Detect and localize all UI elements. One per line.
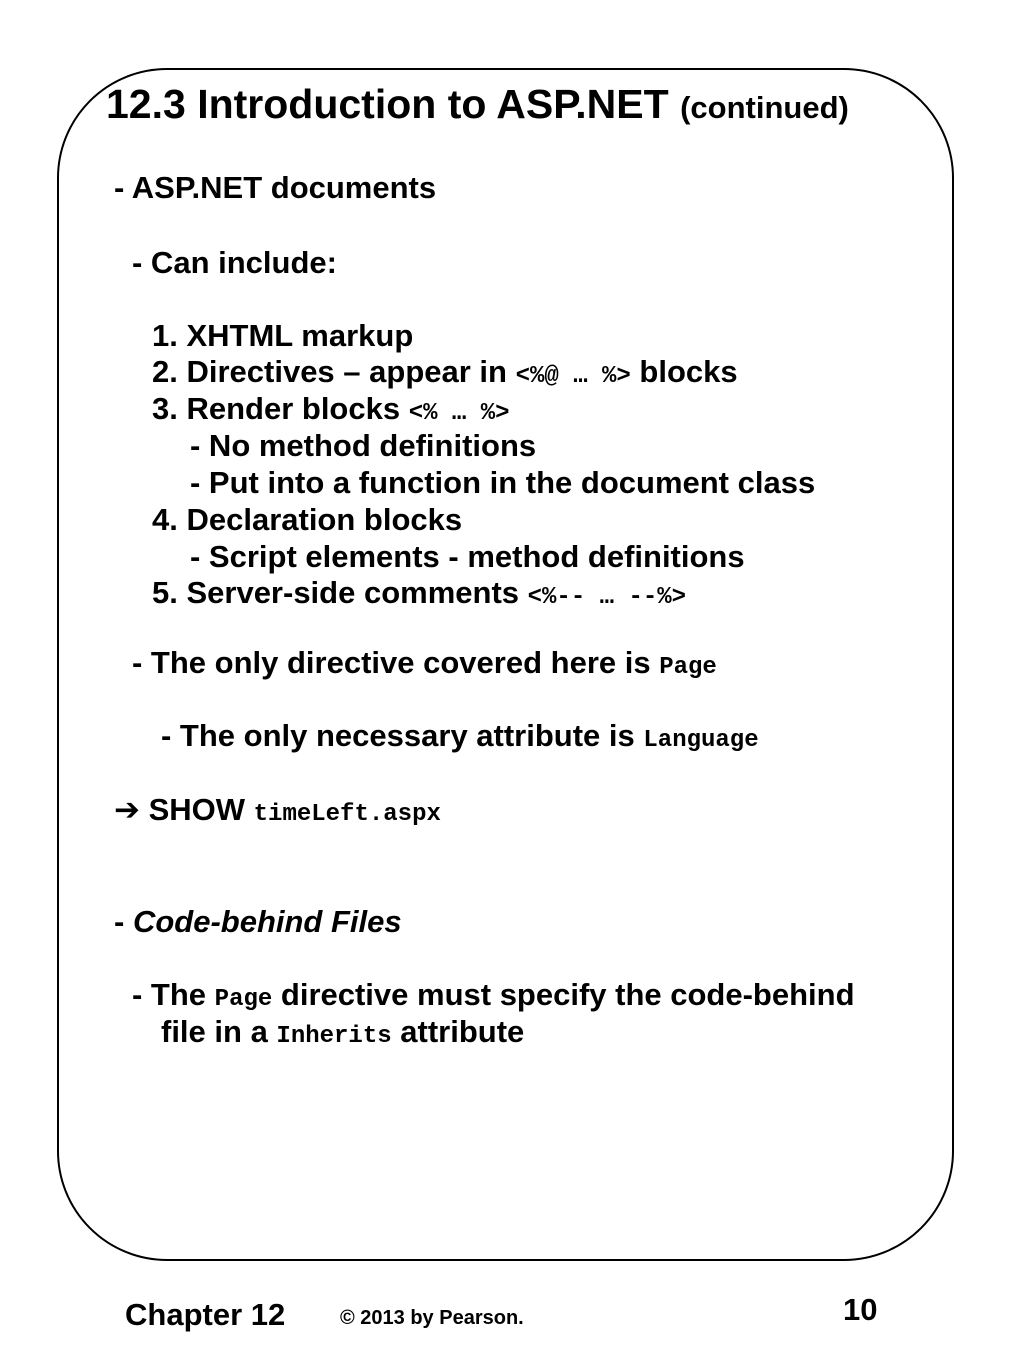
item-directives <box>152 354 738 395</box>
bullet-inherits-attribute <box>161 1014 524 1055</box>
item-server-side-comments-text: 5. Server-side comments <box>152 575 528 610</box>
slide-title-suffix: (continued) <box>680 90 849 125</box>
footer-copyright: © 2013 by Pearson. <box>340 1307 524 1329</box>
bullet-only-directive-text: - The only directive covered here is <box>132 645 660 680</box>
directive-block-code: <%@ … %> <box>515 363 631 390</box>
bullet-page-directive-prefix: - The <box>132 977 215 1012</box>
bullet-page-directive <box>132 977 855 1018</box>
bullet-code-behind-files <box>114 904 402 940</box>
render-block-code: <% … %> <box>408 400 510 427</box>
item-render-blocks <box>152 391 510 432</box>
show-timeleft <box>114 792 441 833</box>
item-server-side-comments <box>152 575 686 616</box>
bullet-can-include: - Can include: <box>132 245 337 280</box>
subitem-script-elements: - Script elements - method definitions <box>190 539 745 574</box>
item-declaration-blocks: 4. Declaration blocks <box>152 502 463 537</box>
bullet-only-directive <box>132 645 717 686</box>
page-directive-code: Page <box>659 654 717 681</box>
subitem-put-into-function: - Put into a function in the document class <box>190 465 816 500</box>
comment-block-code: <%-- … --%> <box>527 584 687 611</box>
page-code: Page <box>214 986 273 1013</box>
bullet-dash: - <box>114 904 133 939</box>
bullet-only-attribute <box>161 718 759 759</box>
bullet-inherits-prefix: file in a <box>161 1014 277 1049</box>
slide-title-text: 12.3 Introduction to ASP.NET <box>106 81 669 127</box>
footer-chapter: Chapter 12 <box>125 1297 286 1332</box>
item-directives-suffix: blocks <box>630 354 738 389</box>
item-render-blocks-text: 3. Render blocks <box>152 391 409 426</box>
item-xhtml-markup: 1. XHTML markup <box>152 318 414 353</box>
bullet-inherits-suffix: attribute <box>391 1014 525 1049</box>
subitem-no-method-definitions: - No method definitions <box>190 428 537 463</box>
bullet-page-directive-text: directive must specify the code-behind <box>272 977 855 1012</box>
item-directives-text: 2. Directives – appear in <box>152 354 516 389</box>
slide-title <box>106 80 849 132</box>
inherits-code: Inherits <box>276 1023 392 1050</box>
page-number: 10 <box>843 1292 878 1327</box>
code-behind-heading: Code-behind Files <box>132 904 402 939</box>
timeleft-filename: timeLeft.aspx <box>253 801 441 828</box>
bullet-asp-net-documents: - ASP.NET documents <box>114 170 437 205</box>
bullet-only-attribute-text: - The only necessary attribute is <box>161 718 644 753</box>
show-arrow-text: ➔ SHOW <box>114 792 254 827</box>
language-attribute-code: Language <box>643 727 759 754</box>
